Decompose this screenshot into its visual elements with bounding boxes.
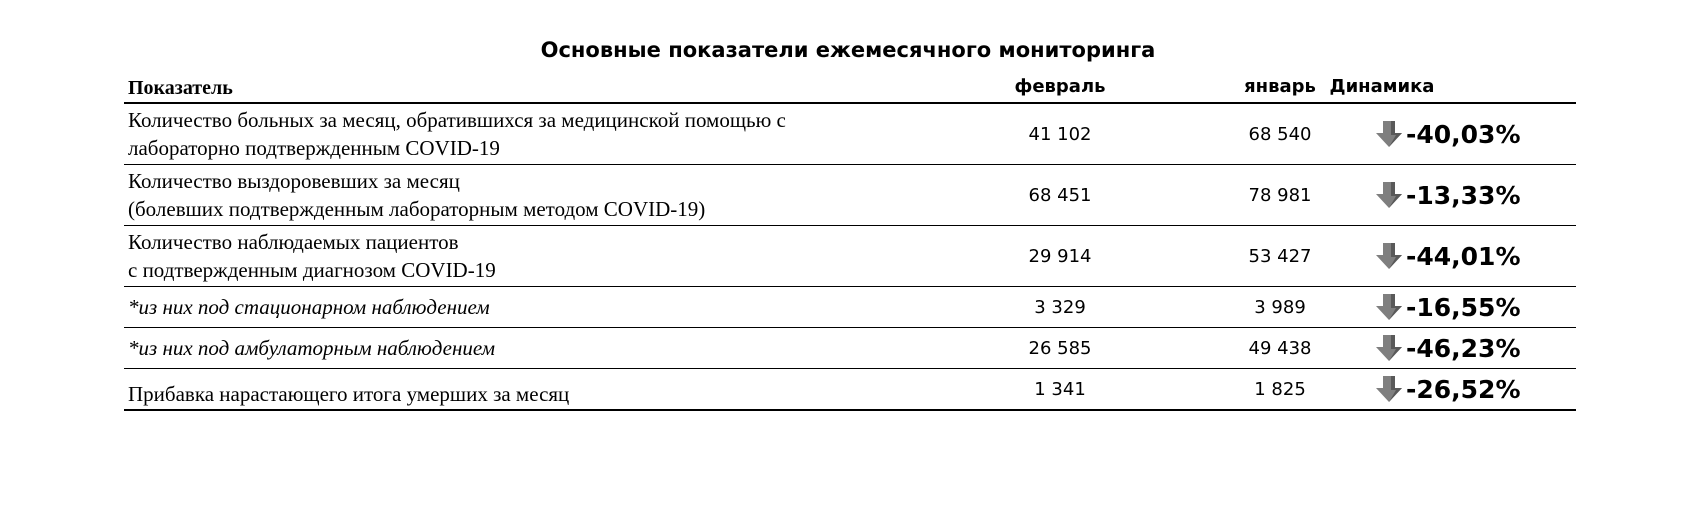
arrow-down-icon	[1374, 119, 1404, 149]
dynamics-cell	[1352, 287, 1572, 327]
february-value: 26 585	[1028, 337, 1092, 359]
dynamics-cell	[1352, 328, 1572, 368]
february-value: 3 329	[1034, 296, 1086, 318]
january-value: 3 989	[1254, 296, 1306, 318]
february-value: 29 914	[1028, 245, 1092, 267]
january-value: 49 438	[1248, 337, 1312, 359]
dynamics-value: -44,01%	[1406, 241, 1521, 271]
header-february: февраль	[1014, 76, 1106, 97]
february-value: 1 341	[1034, 378, 1086, 400]
row-label-line1: Количество больных за месяц, обратившихся за медицинской помощью с	[128, 108, 786, 132]
dynamics-cell	[1352, 165, 1572, 225]
row-label	[128, 328, 495, 368]
row-label-line2: (болевших подтвержденным лабораторным методом COVID-19)	[128, 197, 706, 221]
dynamics-cell	[1352, 226, 1572, 286]
february-value: 41 102	[1028, 123, 1092, 145]
february-value: 68 451	[1028, 184, 1092, 206]
row-label	[128, 165, 705, 225]
arrow-down-icon	[1374, 180, 1404, 210]
dynamics-value: -13,33%	[1406, 180, 1521, 210]
dynamics-value: -26,52%	[1406, 374, 1521, 404]
arrow-down-icon	[1374, 374, 1404, 404]
table-row	[124, 104, 1576, 165]
dynamics-cell	[1352, 104, 1572, 164]
arrow-down-icon	[1374, 292, 1404, 322]
page-title: Основные показатели ежемесячного мониторинга	[540, 38, 1156, 62]
monitoring-table	[124, 72, 1576, 411]
row-label	[128, 369, 569, 409]
row-label-line1: Прибавка нарастающего итога умерших за месяц	[128, 382, 570, 406]
table-row	[124, 369, 1576, 411]
header-indicator: Показатель	[128, 77, 233, 99]
table-row	[124, 287, 1576, 328]
january-value: 1 825	[1254, 378, 1306, 400]
arrow-down-icon	[1374, 333, 1404, 363]
row-label	[128, 226, 496, 286]
table-row	[124, 328, 1576, 369]
january-value: 78 981	[1248, 184, 1312, 206]
header-january: январь	[1244, 76, 1316, 97]
dynamics-value: -16,55%	[1406, 292, 1521, 322]
arrow-down-icon	[1374, 241, 1404, 271]
table-row	[124, 226, 1576, 287]
row-label-line1: *из них под амбулаторным наблюдением	[128, 336, 496, 360]
january-value: 53 427	[1248, 245, 1312, 267]
table-header	[124, 72, 1576, 104]
dynamics-value: -46,23%	[1406, 333, 1521, 363]
january-value: 68 540	[1248, 123, 1312, 145]
table-row	[124, 165, 1576, 226]
row-label	[128, 104, 786, 164]
dynamics-value: -40,03%	[1406, 119, 1521, 149]
row-label	[128, 287, 490, 327]
dynamics-cell	[1352, 369, 1572, 409]
row-label-line1: *из них под стационарном наблюдением	[128, 295, 490, 319]
row-label-line1: Количество наблюдаемых пациентов	[128, 230, 459, 254]
header-dynamics: Динамика	[1329, 76, 1435, 97]
row-label-line2: с подтвержденным диагнозом COVID-19	[128, 258, 496, 282]
row-label-line2: лабораторно подтвержденным COVID-19	[128, 136, 500, 160]
row-label-line1: Количество выздоровевших за месяц	[128, 169, 460, 193]
